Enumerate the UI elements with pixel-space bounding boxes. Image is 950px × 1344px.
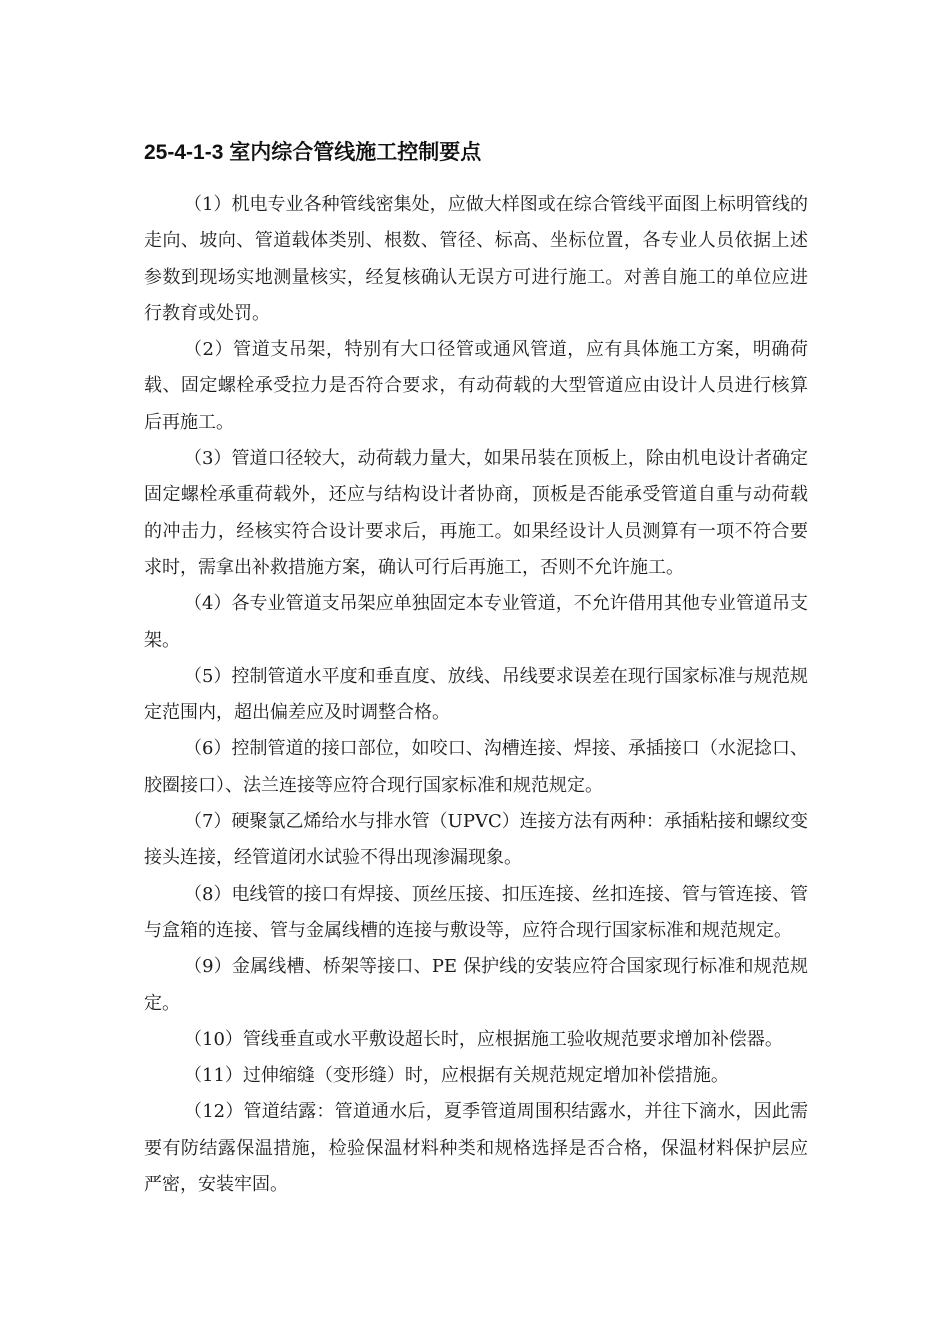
paragraph-10: （10）管线垂直或水平敷设超长时，应根据施工验收规范要求增加补偿器。 [184,1028,783,1050]
paragraph-9: （9）金属线槽、桥架等接口、PE 保护线的安装应符合国家现行标准和规范规定。 [144,956,808,1014]
paragraph-11: （11）过伸缩缝（变形缝）时，应根据有关规范规定增加补偿措施。 [184,1065,729,1087]
paragraph-2: （2）管道支吊架，特别有大口径管或通风管道，应有具体施工方案，明确荷载、固定螺栓承受拉力是否符合要求，有动荷载的大型管道应由设计人员进行核算后再施工。 [144,339,808,433]
paragraph-7: （7）硬聚氯乙烯给水与排水管（UPVC）连接方法有两种：承插粘接和螺纹变接头连接，经管道闭水试验不得出现渗漏现象。 [144,811,808,869]
paragraph-3: （3）管道口径较大，动荷载力量大，如果吊装在顶板上，除由机电设计者确定固定螺栓承重荷载外，还应与结构设计者协商，顶板是否能承受管道自重与动荷载的冲击力，经核实符合设计要求后，再施工。如果经设计人员测算有一项不符合要求时，需拿出补救措施方案，确认可行后再施工，否则不允许施工。 [144,448,808,578]
section-title: 25-4-1-3 室内综合管线施工控制要点 [144,141,482,164]
paragraph-12: （12）管道结露：管道通水后，夏季管道周围积结露水，并往下滴水，因此需要有防结露保温措施，检验保温材料种类和规格选择是否合格，保温材料保护层应严密，安装牢固。 [144,1101,808,1196]
paragraph-4: （4）各专业管道支吊架应单独固定本专业管道，不允许借用其他专业管道吊支架。 [144,593,808,651]
paragraph-6: （6）控制管道的接口部位，如咬口、沟槽连接、焊接、承插接口（水泥捻口、胶圈接口）、法兰连接等应符合现行国家标准和规范规定。 [144,738,808,796]
document-body [144,187,808,1203]
paragraph-5: （5）控制管道水平度和垂直度、放线、吊线要求误差在现行国家标准与规范规定范围内，超出偏差应及时调整合格。 [144,665,808,724]
paragraph-8: （8）电线管的接口有焊接、顶丝压接、扣压连接、丝扣连接、管与管连接、管与盒箱的连接、管与金属线槽的连接与敷设等，应符合现行国家标准和规范规定。 [144,883,808,941]
paragraph-1: （1）机电专业各种管线密集处，应做大样图或在综合管线平面图上标明管线的走向、坡向、管道载体类别、根数、管径、标高、坐标位置，各专业人员依据上述参数到现场实地测量核实，经复核确认无误方可进行施工。对善自施工的单位应进行教育或处罚。 [144,194,808,324]
